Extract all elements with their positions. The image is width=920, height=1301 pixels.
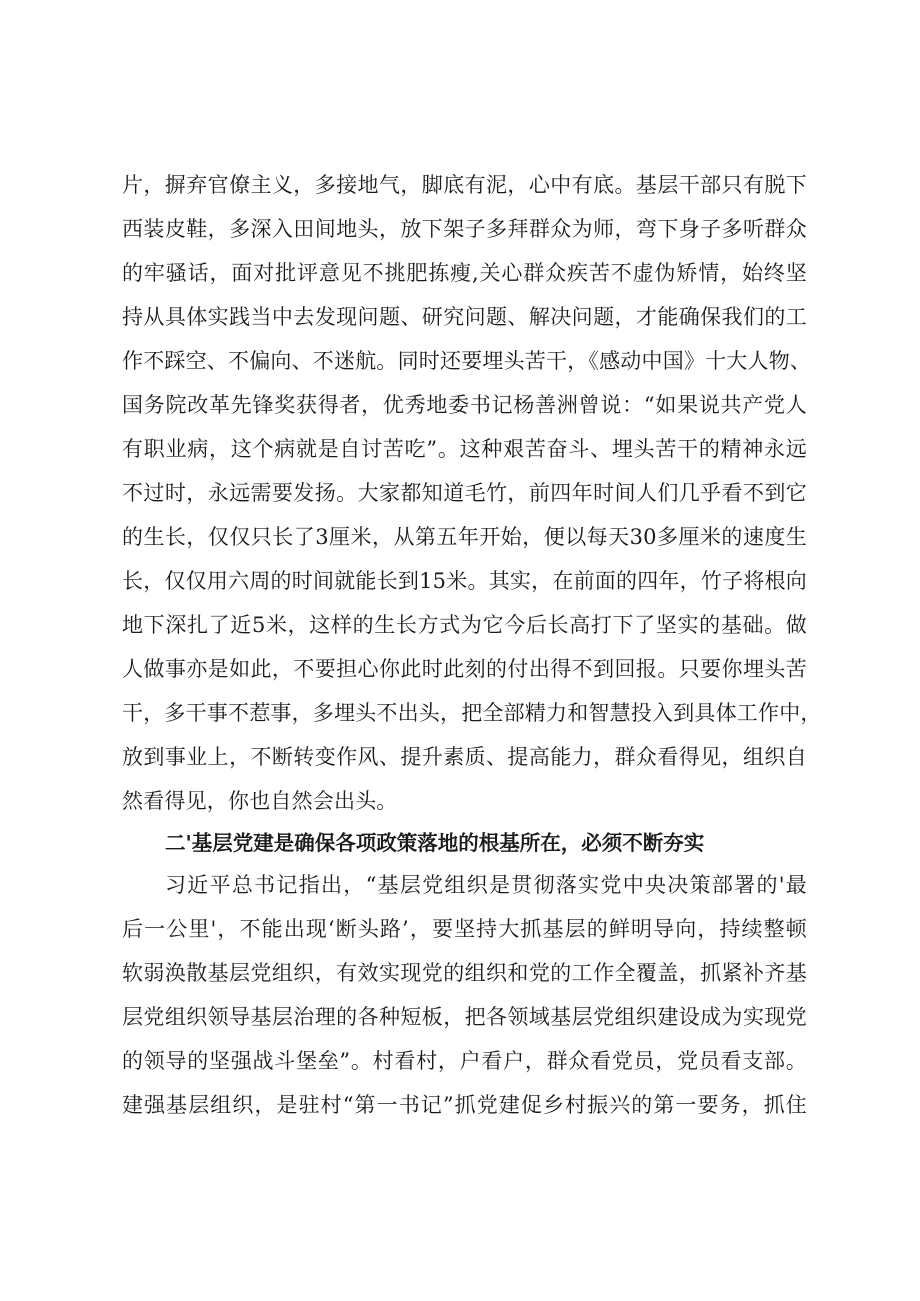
paragraph-1-line: 西装皮鞋，多深入田间地头，放下架子多拜群众为师，弯下身子多听群众 <box>122 217 807 241</box>
paragraph-2-line: 层党组织领导基层治理的各种短板，把各领域基层党组织建设成为实现党 <box>122 1005 807 1029</box>
paragraph-1-line: 片，摒弃官僚主义，多接地气，脚底有泥，心中有底。基层干部只有脱下 <box>122 173 807 197</box>
paragraph-2-line: 软弱涣散基层党组织，有效实现党的组织和党的工作全覆盖，抓紧补齐基 <box>122 961 807 985</box>
paragraph-1-line: 长，仅仅用六周的时间就能长到15米。其实，在前面的四年，竹子将根向 <box>122 569 807 593</box>
paragraph-1-line: 持从具体实践当中去发现问题、研究问题、解决问题，才能确保我们的工 <box>122 305 807 329</box>
paragraph-1-line: 不过时，永远需要发扬。大家都知道毛竹，前四年时间人们几乎看不到它 <box>122 481 807 505</box>
paragraph-1-line: 的牢骚话，面对批评意见不挑肥拣瘦,关心群众疾苦不虚伪矫情，始终坚 <box>122 261 807 285</box>
paragraph-2-line: 习近平总书记指出，“基层党组织是贯彻落实党中央决策部署的'最 <box>165 873 807 897</box>
paragraph-1-line: 干，多干事不惹事，多埋头不出头，把全部精力和智慧投入到具体工作中， <box>122 701 822 725</box>
paragraph-1-line: 地下深扎了近5米，这样的生长方式为它今后长高打下了坚实的基础。做 <box>122 613 807 637</box>
paragraph-2-line: 的领导的坚强战斗堡垒”。村看村，户看户，群众看党员，党员看支部。 <box>122 1049 807 1073</box>
paragraph-2-line: 建强基层组织，是驻村“第一书记”抓党建促乡村振兴的第一要务，抓住 <box>122 1093 807 1117</box>
paragraph-2-line: 后一公里'，不能出现‘断头路’，要坚持大抓基层的鲜明导向，持续整顿 <box>122 917 807 941</box>
section-heading: 二'基层党建是确保各项政策落地的根基所在，必须不断夯实 <box>165 831 705 855</box>
paragraph-1-line: 人做事亦是如此，不要担心你此时此刻的付出得不到回报。只要你埋头苦 <box>122 657 807 681</box>
paragraph-1-line: 的生长，仅仅只长了3厘米，从第五年开始，便以每天30多厘米的速度生 <box>122 525 807 549</box>
paragraph-1-line: 然看得见，你也自然会出头。 <box>122 789 398 813</box>
paragraph-1-line: 放到事业上，不断转变作风、提升素质、提高能力，群众看得见，组织自 <box>122 745 807 769</box>
paragraph-1-line: 作不踩空、不偏向、不迷航。同时还要埋头苦干，《感动中国》十大人物、 <box>122 349 812 373</box>
paragraph-1-line: 有职业病，这个病就是自讨苦吃”。这种艰苦奋斗、埋头苦干的精神永远 <box>122 437 807 461</box>
paragraph-1-line: 国务院改革先锋奖获得者，优秀地委书记杨善洲曾说：“如果说共产党人 <box>122 393 807 417</box>
